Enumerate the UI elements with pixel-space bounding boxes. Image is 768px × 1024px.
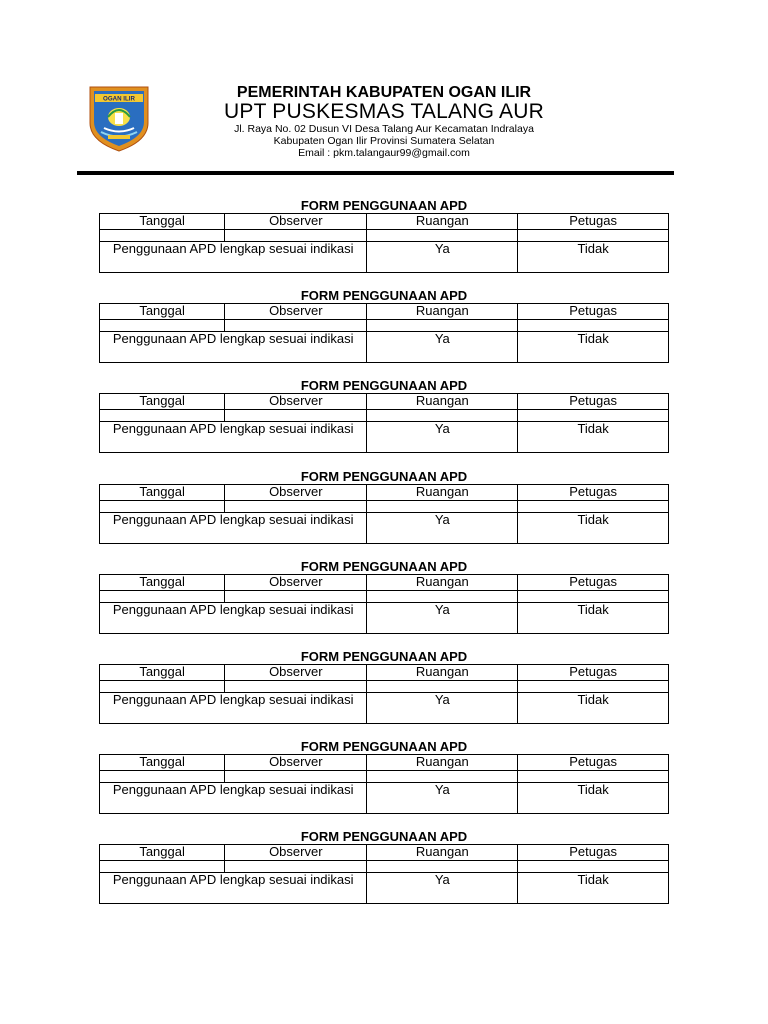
svg-text:OGAN ILIR: OGAN ILIR <box>103 95 135 103</box>
date-header: Tanggal <box>100 845 225 861</box>
observer-header: Observer <box>225 664 367 680</box>
usage-label: Penggunaan APD lengkap sesuai indikasi <box>100 602 367 633</box>
address-line-1: Jl. Raya No. 02 Dusun VI Desa Talang Aur Kecamatan Indralaya <box>234 123 534 135</box>
yes-option[interactable]: Ya <box>367 242 518 273</box>
email-line: Email : pkm.talangaur99@gmail.com <box>298 147 470 159</box>
room-field[interactable] <box>367 320 518 332</box>
apd-form <box>99 378 669 468</box>
officer-header: Petugas <box>518 214 669 230</box>
form-title: FORM PENGGUNAAN APD <box>300 468 468 484</box>
observer-field[interactable] <box>225 680 367 692</box>
officer-header: Petugas <box>518 664 669 680</box>
date-header: Tanggal <box>100 574 225 590</box>
apd-form-table <box>99 664 669 724</box>
no-option[interactable]: Tidak <box>518 602 669 633</box>
apd-form-table <box>99 213 669 273</box>
apd-form-table <box>99 484 669 544</box>
organization-name: UPT PUSKESMAS TALANG AUR <box>224 100 544 123</box>
form-title: FORM PENGGUNAAN APD <box>300 288 468 304</box>
room-field[interactable] <box>367 680 518 692</box>
no-option[interactable]: Tidak <box>518 873 669 904</box>
room-header: Ruangan <box>367 574 518 590</box>
date-header: Tanggal <box>100 214 225 230</box>
observer-header: Observer <box>225 304 367 320</box>
form-title: FORM PENGGUNAAN APD <box>300 648 468 664</box>
room-field[interactable] <box>367 230 518 242</box>
letterhead-divider <box>77 171 674 175</box>
officer-field[interactable] <box>518 771 669 783</box>
ogan-ilir-emblem <box>88 83 150 153</box>
form-title: FORM PENGGUNAAN APD <box>300 739 468 755</box>
date-field[interactable] <box>100 680 225 692</box>
yes-option[interactable]: Ya <box>367 602 518 633</box>
date-field[interactable] <box>100 861 225 873</box>
officer-field[interactable] <box>518 500 669 512</box>
observer-header: Observer <box>225 845 367 861</box>
apd-form <box>99 829 669 919</box>
date-field[interactable] <box>100 500 225 512</box>
no-option[interactable]: Tidak <box>518 512 669 543</box>
date-field[interactable] <box>100 771 225 783</box>
room-field[interactable] <box>367 861 518 873</box>
yes-option[interactable]: Ya <box>367 422 518 453</box>
room-header: Ruangan <box>367 214 518 230</box>
room-field[interactable] <box>367 771 518 783</box>
no-option[interactable]: Tidak <box>518 422 669 453</box>
apd-form <box>99 198 669 288</box>
usage-label: Penggunaan APD lengkap sesuai indikasi <box>100 512 367 543</box>
officer-field[interactable] <box>518 590 669 602</box>
yes-option[interactable]: Ya <box>367 783 518 814</box>
apd-form <box>99 649 669 739</box>
letterhead <box>0 0 768 180</box>
officer-header: Petugas <box>518 574 669 590</box>
date-field[interactable] <box>100 230 225 242</box>
apd-form-table <box>99 574 669 634</box>
officer-field[interactable] <box>518 680 669 692</box>
officer-header: Petugas <box>518 845 669 861</box>
date-field[interactable] <box>100 320 225 332</box>
yes-option[interactable]: Ya <box>367 692 518 723</box>
observer-header: Observer <box>225 214 367 230</box>
form-title: FORM PENGGUNAAN APD <box>300 829 468 845</box>
no-option[interactable]: Tidak <box>518 692 669 723</box>
form-title: FORM PENGGUNAAN APD <box>300 558 468 574</box>
yes-option[interactable]: Ya <box>367 873 518 904</box>
room-header: Ruangan <box>367 394 518 410</box>
room-header: Ruangan <box>367 845 518 861</box>
apd-form <box>99 288 669 378</box>
usage-label: Penggunaan APD lengkap sesuai indikasi <box>100 422 367 453</box>
date-header: Tanggal <box>100 484 225 500</box>
apd-form-table <box>99 303 669 363</box>
officer-field[interactable] <box>518 230 669 242</box>
room-header: Ruangan <box>367 484 518 500</box>
usage-label: Penggunaan APD lengkap sesuai indikasi <box>100 873 367 904</box>
address-line-2: Kabupaten Ogan Ilir Provinsi Sumatera Selatan <box>273 135 495 147</box>
usage-label: Penggunaan APD lengkap sesuai indikasi <box>100 242 367 273</box>
observer-field[interactable] <box>225 500 367 512</box>
apd-form <box>99 739 669 829</box>
observer-field[interactable] <box>225 771 367 783</box>
date-header: Tanggal <box>100 304 225 320</box>
observer-field[interactable] <box>225 410 367 422</box>
observer-field[interactable] <box>225 590 367 602</box>
observer-header: Observer <box>225 394 367 410</box>
apd-form-table <box>99 754 669 814</box>
room-field[interactable] <box>367 590 518 602</box>
form-title: FORM PENGGUNAAN APD <box>300 378 468 394</box>
officer-header: Petugas <box>518 484 669 500</box>
officer-field[interactable] <box>518 861 669 873</box>
date-header: Tanggal <box>100 664 225 680</box>
usage-label: Penggunaan APD lengkap sesuai indikasi <box>100 783 367 814</box>
usage-label: Penggunaan APD lengkap sesuai indikasi <box>100 692 367 723</box>
officer-header: Petugas <box>518 304 669 320</box>
no-option[interactable]: Tidak <box>518 242 669 273</box>
date-header: Tanggal <box>100 394 225 410</box>
apd-forms <box>99 198 669 920</box>
observer-header: Observer <box>225 574 367 590</box>
apd-form-table <box>99 393 669 453</box>
officer-field[interactable] <box>518 410 669 422</box>
apd-form <box>99 559 669 649</box>
apd-form-table <box>99 844 669 904</box>
room-header: Ruangan <box>367 755 518 771</box>
observer-field[interactable] <box>225 230 367 242</box>
yes-option[interactable]: Ya <box>367 332 518 363</box>
observer-header: Observer <box>225 755 367 771</box>
no-option[interactable]: Tidak <box>518 332 669 363</box>
officer-field[interactable] <box>518 320 669 332</box>
form-title: FORM PENGGUNAAN APD <box>300 198 468 213</box>
letterhead-text <box>168 84 600 159</box>
observer-field[interactable] <box>225 861 367 873</box>
date-header: Tanggal <box>100 755 225 771</box>
yes-option[interactable]: Ya <box>367 512 518 543</box>
government-name: PEMERINTAH KABUPATEN OGAN ILIR <box>236 84 532 101</box>
no-option[interactable]: Tidak <box>518 783 669 814</box>
observer-field[interactable] <box>225 320 367 332</box>
officer-header: Petugas <box>518 394 669 410</box>
observer-header: Observer <box>225 484 367 500</box>
room-field[interactable] <box>367 410 518 422</box>
room-header: Ruangan <box>367 664 518 680</box>
officer-header: Petugas <box>518 755 669 771</box>
room-header: Ruangan <box>367 304 518 320</box>
date-field[interactable] <box>100 590 225 602</box>
date-field[interactable] <box>100 410 225 422</box>
room-field[interactable] <box>367 500 518 512</box>
usage-label: Penggunaan APD lengkap sesuai indikasi <box>100 332 367 363</box>
apd-form <box>99 469 669 559</box>
